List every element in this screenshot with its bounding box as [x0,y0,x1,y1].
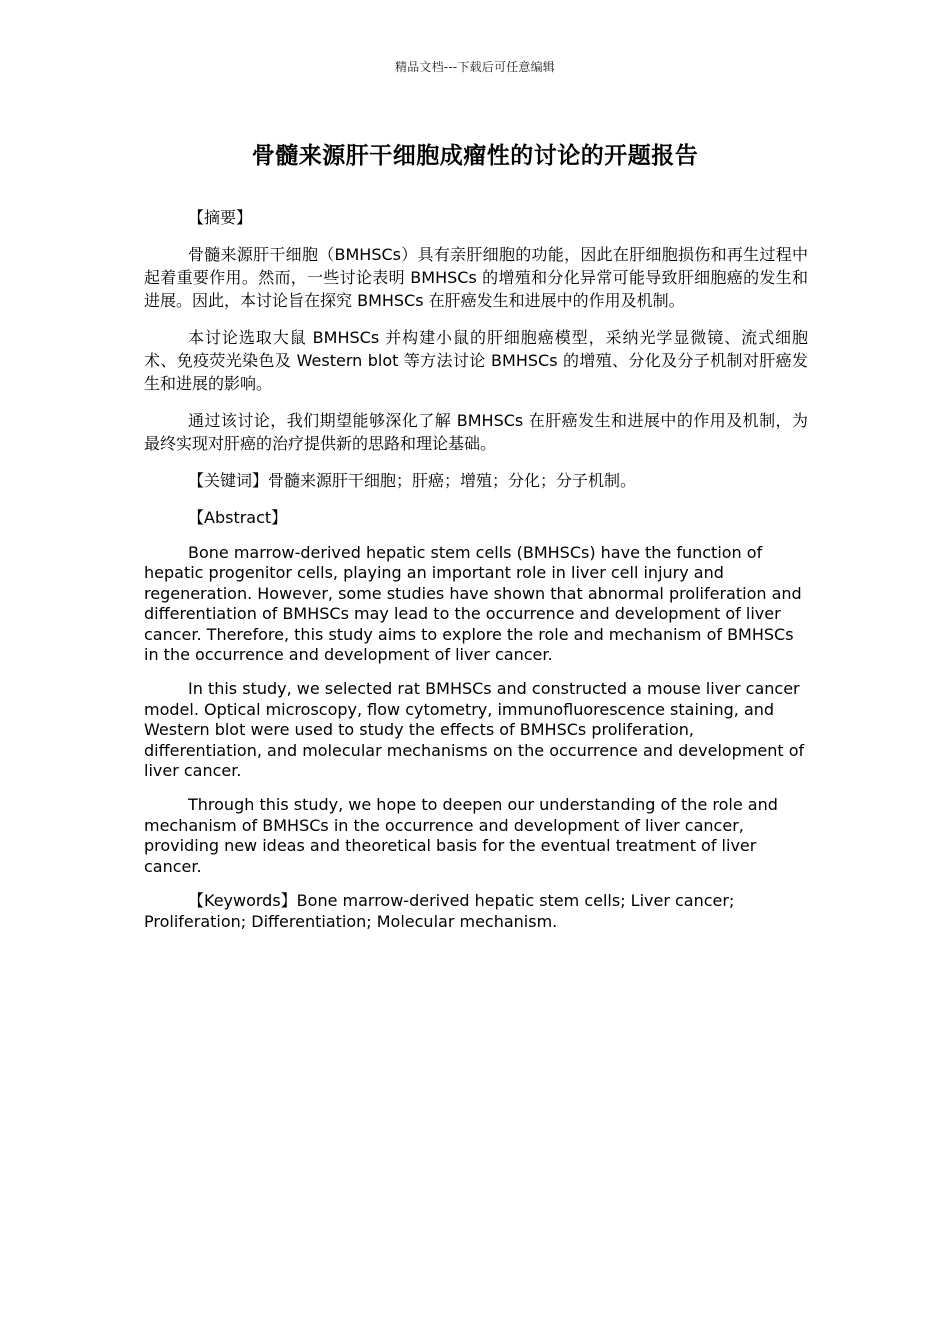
keywords-en: 【Keywords】Bone marrow-derived hepatic stem cells; Liver cancer; Proliferation; Differentiation; Molecular mechanism. [144,891,735,931]
abstract-cn-heading: 【摘要】 [188,208,253,227]
abstract-en-heading: 【Abstract】 [188,508,288,527]
keywords-cn: 【关键词】骨髓来源肝干细胞；肝癌；增殖；分化；分子机制。 [188,471,637,490]
abstract-cn-paragraph: 本讨论选取大鼠 BMHSCs 并构建小鼠的肝细胞癌模型，采纳光学显微镜、流式细胞术、免疫荧光染色及 Western blot 等方法讨论 BMHSCs 的增殖、分化及分子机制对肝癌发生和进展的影响。 [144,328,808,393]
abstract-cn-paragraph: 通过该讨论，我们期望能够深化了解 BMHSCs 在肝癌发生和进展中的作用及机制，为最终实现对肝癌的治疗提供新的思路和理论基础。 [144,411,808,453]
abstract-en-paragraph: Through this study, we hope to deepen our understanding of the role and mechanism of BMHSCs in the occurrence and development of liver cancer, providing new ideas and theoretical basis for the eventual treatment of liver cancer. [144,795,778,876]
abstract-en-paragraph: Bone marrow-derived hepatic stem cells (BMHSCs) have the function of hepatic progenitor cells, playing an important role in liver cell injury and regeneration. However, some studies have shown that abnormal proliferation and differentiation of BMHSCs may lead to the occurrence and development of liver cancer. Therefore, this study aims to explore the role and mechanism of BMHSCs in the occurrence and development of liver cancer. [144,543,802,665]
page-header-watermark: 精品文档---下载后可任意编辑 [395,60,555,74]
document-title: 骨髓来源肝干细胞成瘤性的讨论的开题报告 [251,143,699,169]
abstract-en-paragraph: In this study, we selected rat BMHSCs and constructed a mouse liver cancer model. Optical microscopy, flow cytometry, immunofluorescence staining, and Western blot were used to study the effects of BMHSCs proliferation, differentiation, and molecular mechanisms on the occurrence and development of liver cancer. [144,679,805,781]
abstract-cn-paragraph: 骨髓来源肝干细胞（BMHSCs）具有亲肝细胞的功能，因此在肝细胞损伤和再生过程中起着重要作用。然而，一些讨论表明 BMHSCs 的增殖和分化异常可能导致肝细胞癌的发生和进展。因此，本讨论旨在探究 BMHSCs 在肝癌发生和进展中的作用及机制。 [144,245,808,310]
document-body [144,206,808,946]
